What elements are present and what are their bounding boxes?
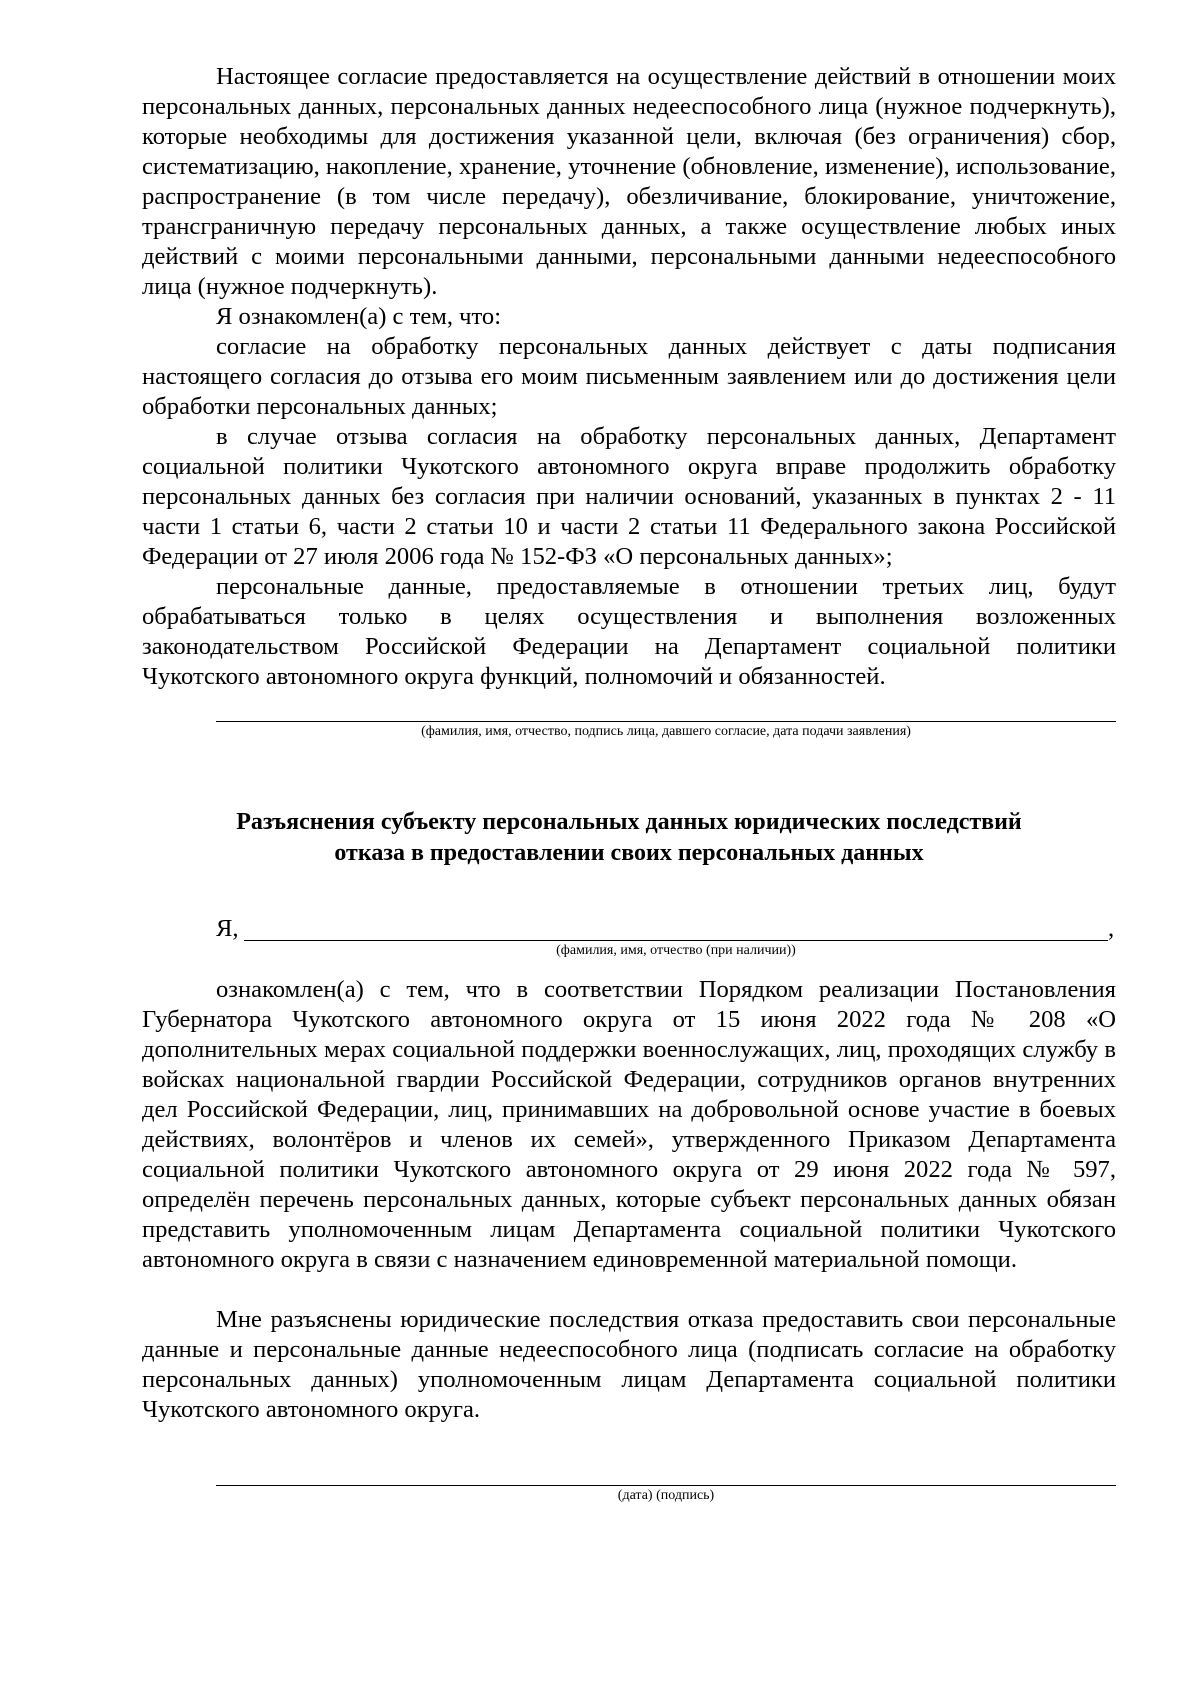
date-signature-line xyxy=(216,1485,1116,1486)
date-signature-caption: (дата) (подпись) xyxy=(617,1488,715,1503)
consent-signature-caption: (фамилия, имя, отчество, подпись лица, давшего согласие, дата подачи заявления) xyxy=(421,724,911,739)
consent-paragraph-third-parties: персональные данные, предоставляемые в отношении третьих лиц, будут обрабатываться только в целях осуществления и выполнения возложенных законодательством Российской Федерации на Департамент социальной политики Чукотского автономного округа функций, полномочий и обязанностей. xyxy=(142,573,1116,690)
explanation-heading-line-1: Разъяснения субъекту персональных данных юридических последствий xyxy=(236,809,1022,835)
explanation-heading xyxy=(142,807,1116,869)
consent-paragraph-scope: Настоящее согласие предоставляется на осуществление действий в отношении моих персональных данных, персональных данных недееспособного лица (нужное подчеркнуть), которые необходимы для достижения указанной цели, включая (без ограничения) сбор, систематизацию, накопление, хранение, уточнение (обновление, изменение), использование, распространение (в том числе передачу), обезличивание, блокирование, уничтожение, трансграничную передачу персональных данных, а также осуществление любых иных действий с моими персональными данными, персональными данными недееспособного лица (нужное подчеркнуть). xyxy=(142,63,1116,300)
consent-signature-line xyxy=(216,721,1116,722)
explanation-paragraph-procedure: ознакомлен(а) с тем, что в соответствии Порядком реализации Постановления Губернатора Чукотского автономного округа от 15 июня 2022 года № 208 «О дополнительных мерах социальной поддержки военнослужащих, лиц, проходящих службу в войсках национальной гвардии Российской Федерации, сотрудников органов внутренних дел Российской Федерации, лиц, принимавших на добровольной основе участие в боевых действиях, волонтёров и членов их семей», утвержденного Приказом Департамента социальной политики Чукотского автономного округа от 29 июня 2022 года № 597, определён перечень персональных данных, которые субъект персональных данных обязан представить уполномоченным лицам Департамента социальной политики Чукотского автономного округа в связи с назначением единовременной материальной помощи. xyxy=(142,976,1116,1273)
consent-paragraph-withdrawal: в случае отзыва согласия на обработку персональных данных, Департамент социальной политики Чукотского автономного округа вправе продолжить обработку персональных данных без согласия при наличии оснований, указанных в пунктах 2 - 11 части 1 статьи 6, части 2 статьи 10 и части 2 статьи 11 Федерального закона Российской Федерации от 27 июля 2006 года № 152-ФЗ «О персональных данных»; xyxy=(142,423,1116,570)
name-fill-line xyxy=(244,940,1108,941)
name-caption: (фамилия, имя, отчество (при наличии)) xyxy=(556,943,796,958)
explanation-heading-line-2: отказа в предоставлении своих персональных данных xyxy=(334,840,924,866)
ya-label: Я, xyxy=(216,915,239,942)
explanation-paragraph-consequences: Мне разъяснены юридические последствия отказа предоставить свои персональные данные и персональные данные недееспособного лица (подписать согласие на обработку персональных данных) уполномоченным лицам Департамента социальной политики Чукотского автономного округа. xyxy=(142,1306,1116,1423)
consent-paragraph-validity: согласие на обработку персональных данных действует с даты подписания настоящего согласия до отзыва его моим письменным заявлением или до достижения цели обработки персональных данных; xyxy=(142,333,1116,420)
name-fill-comma: , xyxy=(1108,915,1115,942)
consent-paragraph-acknowledged: Я ознакомлен(а) с тем, что: xyxy=(216,303,502,330)
